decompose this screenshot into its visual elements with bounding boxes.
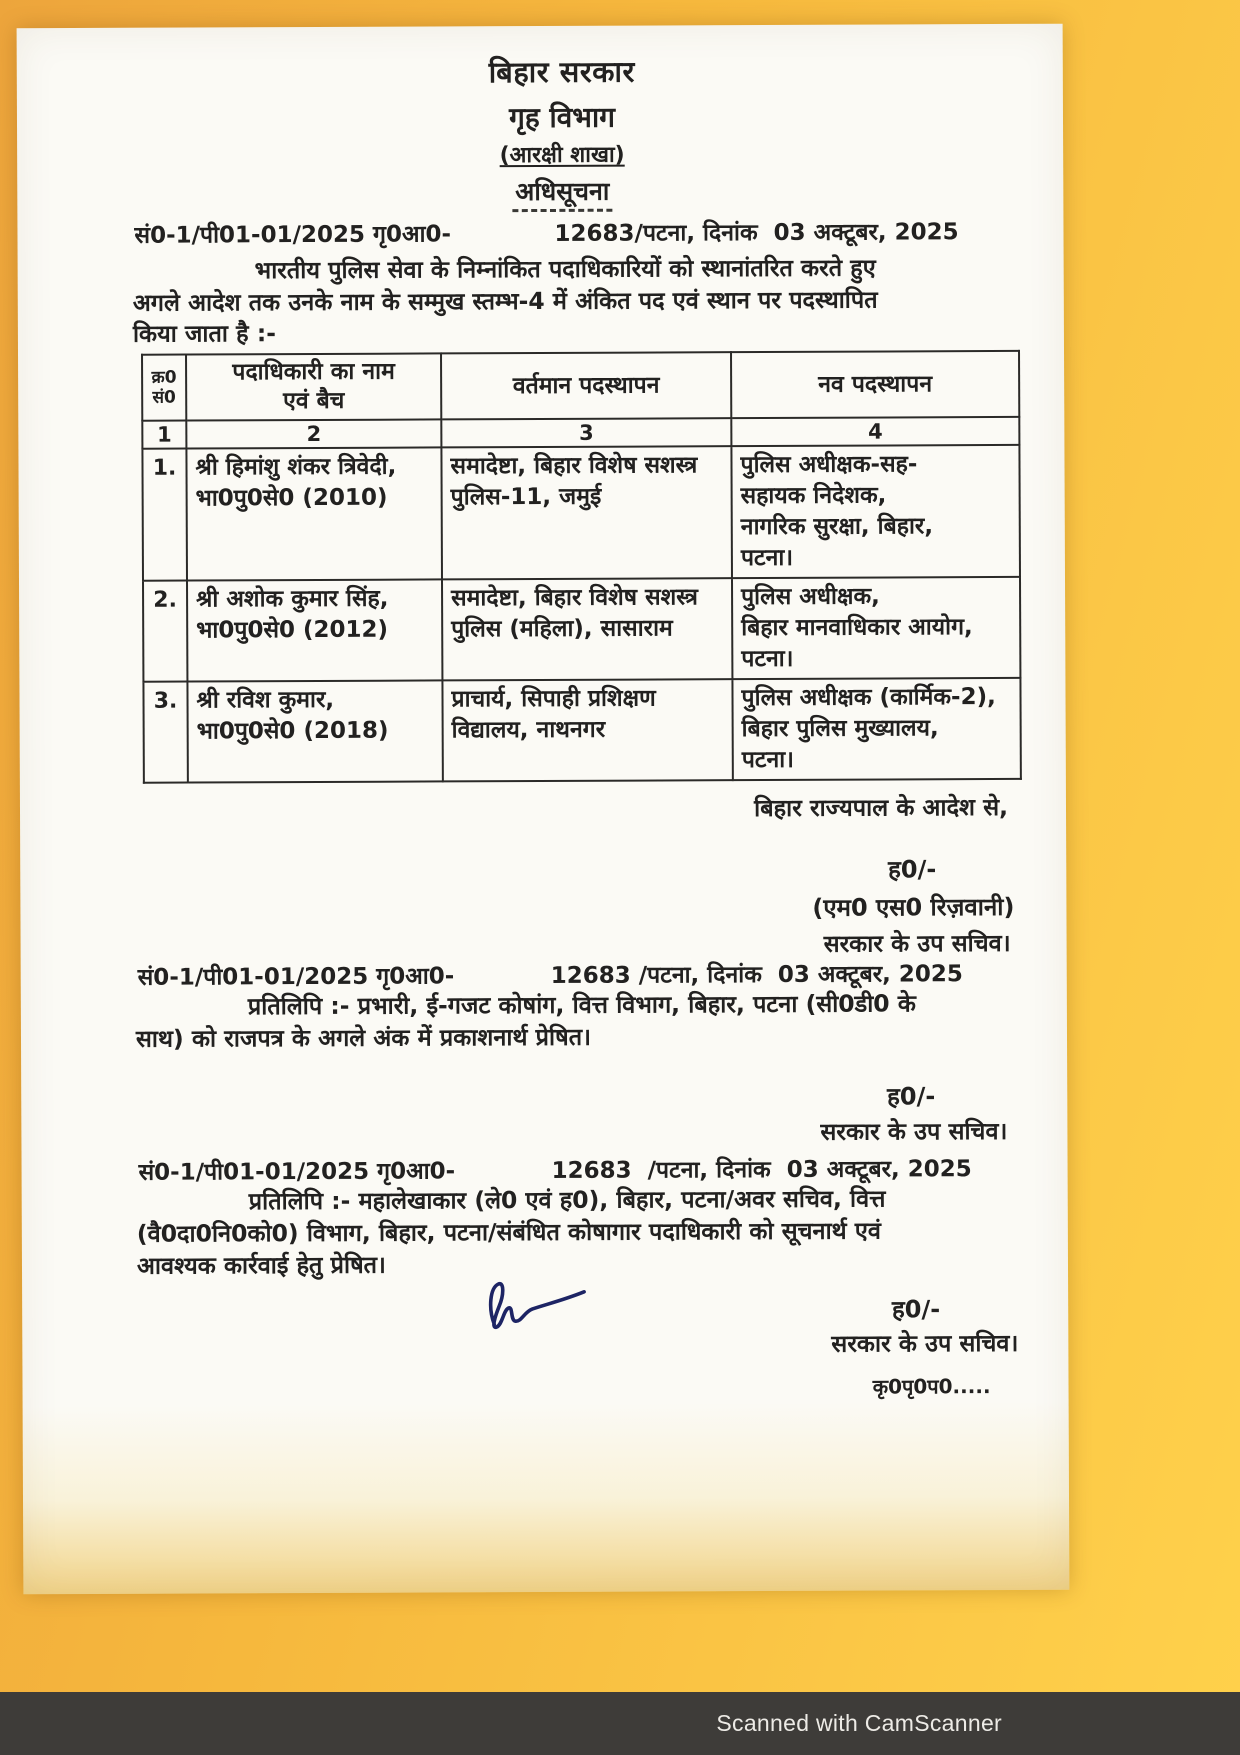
col-number-3: 3: [441, 418, 731, 447]
signatory-name: (एम0 एस0 रिज़वानी): [812, 892, 1015, 922]
table-row: [143, 577, 1020, 682]
reference-number-1: सं0-1/पी01-01/2025 गृ0आ0-: [134, 221, 452, 249]
row-serial: 2.: [143, 581, 187, 682]
document-page: [17, 24, 1070, 1595]
column-number-row: [142, 417, 1019, 449]
officer-name-cell: श्री रविश कुमार, भा0पु0से0 (2018): [187, 680, 442, 782]
current-posting-cell: समादेष्टा, बिहार विशेष सशस्त्र पुलिस-11, जमुई: [441, 446, 732, 579]
signatory-designation: सरकार के उप सचिव।: [831, 1328, 1019, 1358]
header-current-posting: वर्तमान पदस्थापन: [441, 352, 731, 419]
signed-mark: ह0/-: [888, 855, 937, 884]
table-row: [142, 445, 1020, 581]
intro-paragraph: भारतीय पुलिस सेवा के निम्नांकित पदाधिकारियों को स्थानांतरित करते हुए अगले आदेश तक उनके नाम के सम्मुख स्तम्भ-4 में अंकित पद एवं स्थान पर पदस्थापित किया जाता है :-: [132, 253, 878, 348]
officer-name-cell: श्री अशोक कुमार सिंह, भा0पु0से0 (2012): [187, 579, 442, 681]
officer-name-cell: श्री हिमांशु शंकर त्रिवेदी, भा0पु0से0 (2010): [186, 447, 442, 580]
page-title: बिहार सरकार: [488, 54, 635, 90]
reference-date-3: 12683 /पटना, दिनांक 03 अक्टूबर, 2025: [551, 1156, 972, 1184]
current-posting-cell: समादेष्टा, बिहार विशेष सशस्त्र पुलिस (महिला), सासाराम: [442, 578, 732, 680]
signed-mark: ह0/-: [887, 1082, 936, 1111]
transfer-table: [141, 350, 1022, 784]
table-header-row: [142, 351, 1019, 421]
continuation-note: कृ0पृ0प0.....: [872, 1374, 991, 1399]
signatory-designation: सरकार के उप सचिव।: [820, 1116, 1008, 1146]
reference-date-2: 12683 /पटना, दिनांक 03 अक्टूबर, 2025: [550, 961, 963, 989]
header-officer-name: पदाधिकारी का नाम एवं बैच: [186, 353, 441, 420]
copy-to-paragraph-2: प्रतिलिपि :- महालेखाकार (ले0 एवं ह0), बिहार, पटना/अवर सचिव, वित्त (वै0दा0नि0को0) विभाग, बिहार, पटना/संबंधित कोषागार पदाधिकारी को सूचनार्थ एवं आवश्यक कार्रवाई हेतु प्रेषित।: [136, 1184, 886, 1280]
branch-subtitle: (आरक्षी शाखा): [499, 142, 625, 169]
camscanner-label: Scanned with CamScanner: [716, 1710, 1002, 1736]
row-serial: 1.: [142, 449, 187, 581]
department-title: गृह विभाग: [508, 100, 616, 135]
row-serial: 3.: [143, 682, 187, 783]
new-posting-cell: पुलिस अधीक्षक, बिहार मानवाधिकार आयोग, पटना।: [732, 577, 1020, 679]
signatory-designation: सरकार के उप सचिव।: [823, 928, 1011, 958]
copy-to-paragraph-1: प्रतिलिपि :- प्रभारी, ई-गजट कोषांग, वित्त विभाग, बिहार, पटना (सी0डी0 के साथ) को राजपत्र के अगले अंक में प्रकाशनार्थ प्रेषित।: [135, 989, 916, 1053]
new-posting-cell: पुलिस अधीक्षक-सह- सहायक निदेशक, नागरिक सुरक्षा, बिहार, पटना।: [731, 445, 1020, 578]
notification-heading: अधिसूचना: [39, 172, 1085, 215]
col-number-1: 1: [142, 421, 186, 449]
reference-number-2: सं0-1/पी01-01/2025 गृ0आ0-: [137, 963, 455, 991]
current-posting-cell: प्राचार्य, सिपाही प्रशिक्षण विद्यालय, नाथनगर: [442, 679, 732, 781]
col-number-4: 4: [731, 417, 1019, 446]
header-serial: क्र0 सं0: [142, 355, 186, 421]
reference-number-3: सं0-1/पी01-01/2025 गृ0आ0-: [138, 1158, 456, 1186]
header-new-posting: नव पदस्थापन: [731, 351, 1019, 418]
new-posting-cell: पुलिस अधीक्षक (कार्मिक-2), बिहार पुलिस मुख्यालय, पटना।: [732, 678, 1020, 780]
camscanner-bar: [0, 1692, 1240, 1755]
reference-date-1: 12683/पटना, दिनांक 03 अक्टूबर, 2025: [554, 219, 959, 247]
signed-mark: ह0/-: [891, 1295, 941, 1324]
col-number-2: 2: [186, 419, 441, 448]
signature-ink-icon: [480, 1278, 600, 1341]
by-order-line: बिहार राज्यपाल के आदेश से,: [754, 792, 1009, 823]
table-row: [143, 678, 1020, 783]
